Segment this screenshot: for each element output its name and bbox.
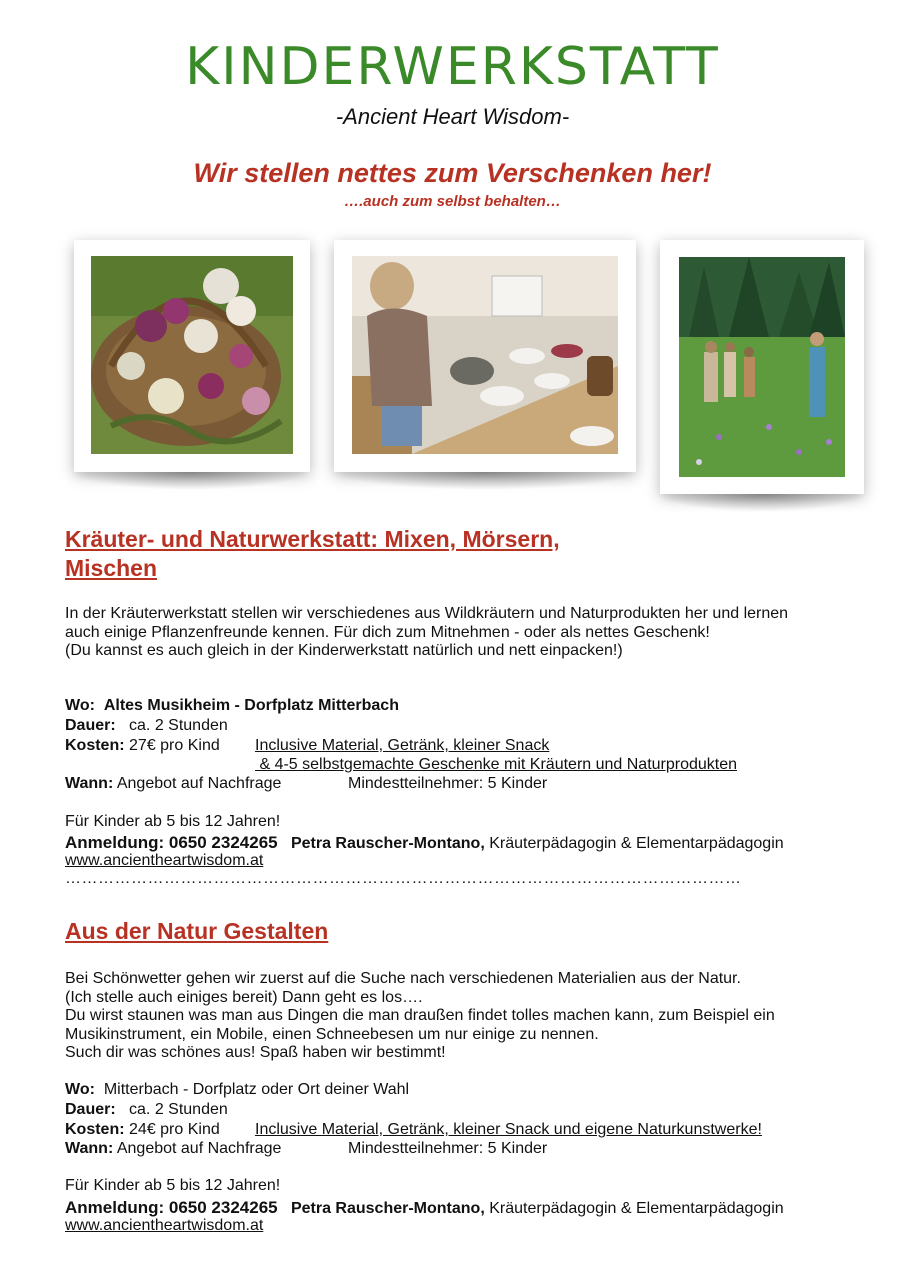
meadow-group-photo xyxy=(660,240,864,494)
kosten-label: Kosten: xyxy=(65,737,125,754)
contact-name: Petra Rauscher-Montano, xyxy=(290,1200,485,1217)
section2-dauer-row xyxy=(65,1100,228,1120)
section1-wann-row xyxy=(65,774,281,794)
meadow-group-illustration xyxy=(679,257,845,477)
child-mortar-illustration xyxy=(352,256,618,454)
wann-value: Angebot auf Nachfrage xyxy=(116,1140,282,1157)
kosten-note: Inclusive Material, Getränk, kleiner Snack xyxy=(255,737,550,754)
section1-title-line1: Kräuter- und Naturwerkstatt: Mixen, Mörsern, xyxy=(65,526,560,552)
subheadline: ….auch zum selbst behalten… xyxy=(344,193,561,210)
section2-title: Aus der Natur Gestalten xyxy=(65,918,329,944)
kosten-value: 27€ pro Kind xyxy=(129,737,220,754)
contact-name: Petra Rauscher-Montano, xyxy=(290,835,485,852)
contact-role: Kräuterpädagogin & Elementarpädagogin xyxy=(489,835,784,852)
section1-intro xyxy=(65,605,845,661)
wann-label: Wann: xyxy=(65,1140,114,1157)
section2-wo-row xyxy=(65,1080,409,1100)
wo-value: Mitterbach - Dorfplatz oder Ort deiner Wahl xyxy=(103,1081,410,1098)
wo-value: Altes Musikheim - Dorfplatz Mitterbach xyxy=(103,697,399,714)
dauer-label: Dauer: xyxy=(65,1101,116,1118)
photo-shadow xyxy=(70,472,310,490)
section1-title xyxy=(65,525,625,583)
section2-intro-line: Such dir was schönes aus! Spaß haben wir bestimmt! xyxy=(65,1044,446,1061)
contact-role: Kräuterpädagogin & Elementarpädagogin xyxy=(489,1200,784,1217)
divider: …………………………………………………………………………………………………………… xyxy=(65,870,742,887)
min-participants: Mindestteilnehmer: 5 Kinder xyxy=(348,1140,548,1157)
headline: Wir stellen nettes zum Verschenken her! xyxy=(193,158,712,188)
section2-kosten-row xyxy=(65,1120,220,1140)
section1-intro-line: auch einige Pflanzenfreunde kennen. Für dich zum Mitnehmen - oder als nettes Geschenk! xyxy=(65,623,710,641)
section1-intro-line: In der Kräuterwerkstatt stellen wir verschiedenes aus Wildkräutern und Naturprodukten her und lernen xyxy=(65,605,789,622)
child-mortar-photo xyxy=(334,240,636,472)
photo-shadow xyxy=(330,472,640,490)
age-note: Für Kinder ab 5 bis 12 Jahren! xyxy=(65,813,281,830)
wann-value: Angebot auf Nachfrage xyxy=(116,775,282,792)
website-link[interactable]: www.ancientheartwisdom.at xyxy=(65,1217,264,1234)
section1-anmeldung xyxy=(65,833,784,853)
herb-basket-illustration xyxy=(91,256,293,454)
anmeldung-phone: Anmeldung: 0650 2324265 xyxy=(65,833,278,852)
kosten-value: 24€ pro Kind xyxy=(129,1121,220,1138)
website-link[interactable]: www.ancientheartwisdom.at xyxy=(65,852,264,869)
section2-intro-line: Bei Schönwetter gehen wir zuerst auf die Suche nach verschiedenen Materialien aus der Natur. xyxy=(65,970,741,987)
anmeldung-phone: Anmeldung: 0650 2324265 xyxy=(65,1198,278,1217)
kosten-note: & 4-5 selbstgemachte Geschenke mit Kräutern und Naturprodukten xyxy=(255,756,738,773)
wo-label: Wo: xyxy=(65,697,95,714)
section1-title-line2: Mischen xyxy=(65,555,158,581)
section1-kosten-row xyxy=(65,736,220,756)
section1-wo-row xyxy=(65,696,399,716)
min-participants: Mindestteilnehmer: 5 Kinder xyxy=(348,775,548,792)
herb-basket-photo xyxy=(74,240,310,472)
section2-intro-line: Du wirst staunen was man aus Dingen die man draußen findet tolles machen kann, zum Beispiel ein xyxy=(65,1007,775,1024)
dauer-value: ca. 2 Stunden xyxy=(129,1101,228,1118)
section2-wann-row xyxy=(65,1139,281,1159)
dauer-value: ca. 2 Stunden xyxy=(129,717,228,734)
section2-intro-line: Musikinstrument, ein Mobile, einen Schneebesen um nur einige zu nennen. xyxy=(65,1025,599,1043)
page-title: KINDERWERKSTATT xyxy=(185,37,720,97)
kosten-label: Kosten: xyxy=(65,1121,125,1138)
wann-label: Wann: xyxy=(65,775,114,792)
wo-label: Wo: xyxy=(65,1081,95,1098)
section1-intro-line: (Du kannst es auch gleich in der Kinderwerkstatt natürlich und nett einpacken!) xyxy=(65,642,623,659)
age-note: Für Kinder ab 5 bis 12 Jahren! xyxy=(65,1177,281,1194)
section2-intro-line: (Ich stelle auch einiges bereit) Dann geht es los…. xyxy=(65,988,423,1006)
kosten-note: Inclusive Material, Getränk, kleiner Snack und eigene Naturkunstwerke! xyxy=(255,1121,762,1138)
section2-intro xyxy=(65,970,845,1063)
section2-anmeldung xyxy=(65,1198,784,1218)
section1-dauer-row xyxy=(65,716,228,736)
dauer-label: Dauer: xyxy=(65,717,116,734)
page-subtitle: -Ancient Heart Wisdom- xyxy=(335,104,570,129)
photo-shadow xyxy=(656,494,868,512)
